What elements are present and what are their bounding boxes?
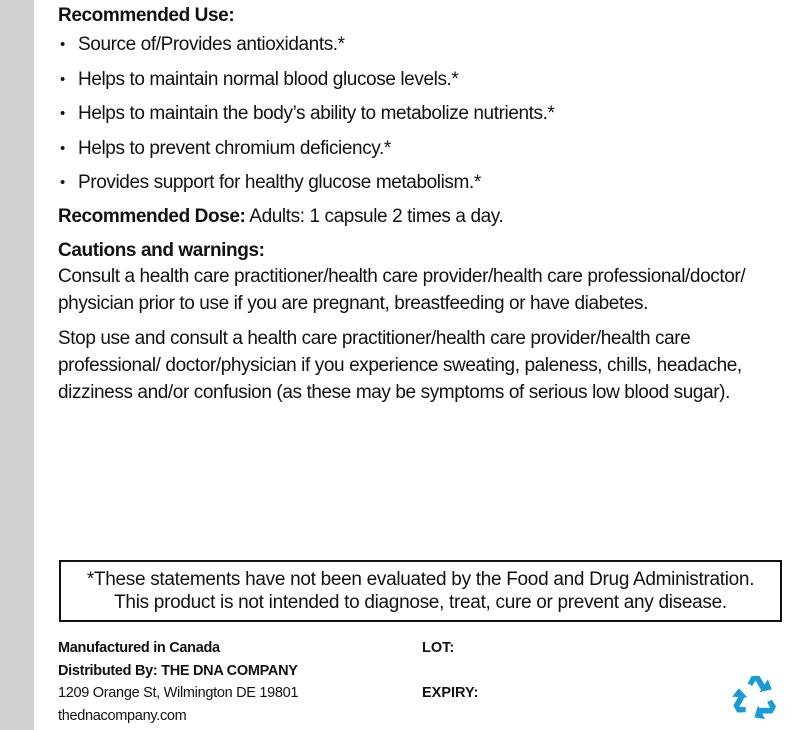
list-item — [58, 132, 788, 167]
bullet: • — [60, 70, 65, 88]
use-text: Helps to maintain normal blood glucose levels.* — [78, 68, 459, 90]
dose-text: Adults: 1 capsule 2 times a day. — [245, 205, 504, 227]
use-text: Provides support for healthy glucose metabolism.* — [78, 172, 481, 193]
recommended-use-heading: Recommended Use: — [58, 5, 235, 26]
caution-paragraph: Stop use and consult a health care practitioner/health care provider/health care professional/ doctor/physician if you experience sweating, paleness, chills, headache, dizziness and/or confusion (as these may be symptoms of serious low blood sugar). — [58, 327, 742, 403]
list-item — [58, 28, 788, 63]
recommended-use-list — [58, 28, 788, 201]
manufacturer-info — [58, 637, 298, 727]
website: thednacompany.com — [58, 707, 187, 724]
list-item — [58, 166, 788, 201]
recycle-icon — [726, 667, 784, 723]
lot-label: LOT: — [422, 640, 455, 656]
use-text: Source of/Provides antioxidants.* — [78, 34, 345, 55]
cautions-heading: Cautions and warnings: — [58, 239, 265, 261]
label-content — [58, 4, 788, 406]
bullet: • — [60, 36, 65, 53]
bullet: • — [60, 139, 65, 157]
distributed-by: Distributed By: THE DNA COMPANY — [58, 662, 298, 679]
bullet: • — [60, 174, 65, 191]
expiry-label: EXPIRY: — [422, 685, 479, 701]
use-text: Helps to prevent chromium deficiency.* — [78, 137, 391, 159]
caution-paragraph: Consult a health care practitioner/health care provider/health care professional/doctor/ physician prior to use if you are pregnant, breastfeeding or have diabetes. — [58, 265, 746, 314]
list-item — [58, 97, 788, 132]
recommended-dose — [58, 205, 788, 229]
dose-label: Recommended Dose: — [58, 205, 246, 227]
manufactured-in: Manufactured in Canada — [58, 640, 220, 656]
disclaimer-line-1: *These statements have not been evaluated by the Food and Drug Administration. — [86, 569, 755, 590]
use-text: Helps to maintain the body’s ability to metabolize nutrients.* — [78, 103, 555, 124]
address: 1209 Orange St, Wilmington DE 19801 — [58, 685, 299, 701]
fda-disclaimer-box — [59, 560, 782, 622]
list-item — [58, 63, 788, 98]
disclaimer-line-2: This product is not intended to diagnose, treat, cure or prevent any disease. — [114, 592, 727, 613]
bullet: • — [60, 105, 65, 122]
side-color-bar — [0, 0, 34, 730]
